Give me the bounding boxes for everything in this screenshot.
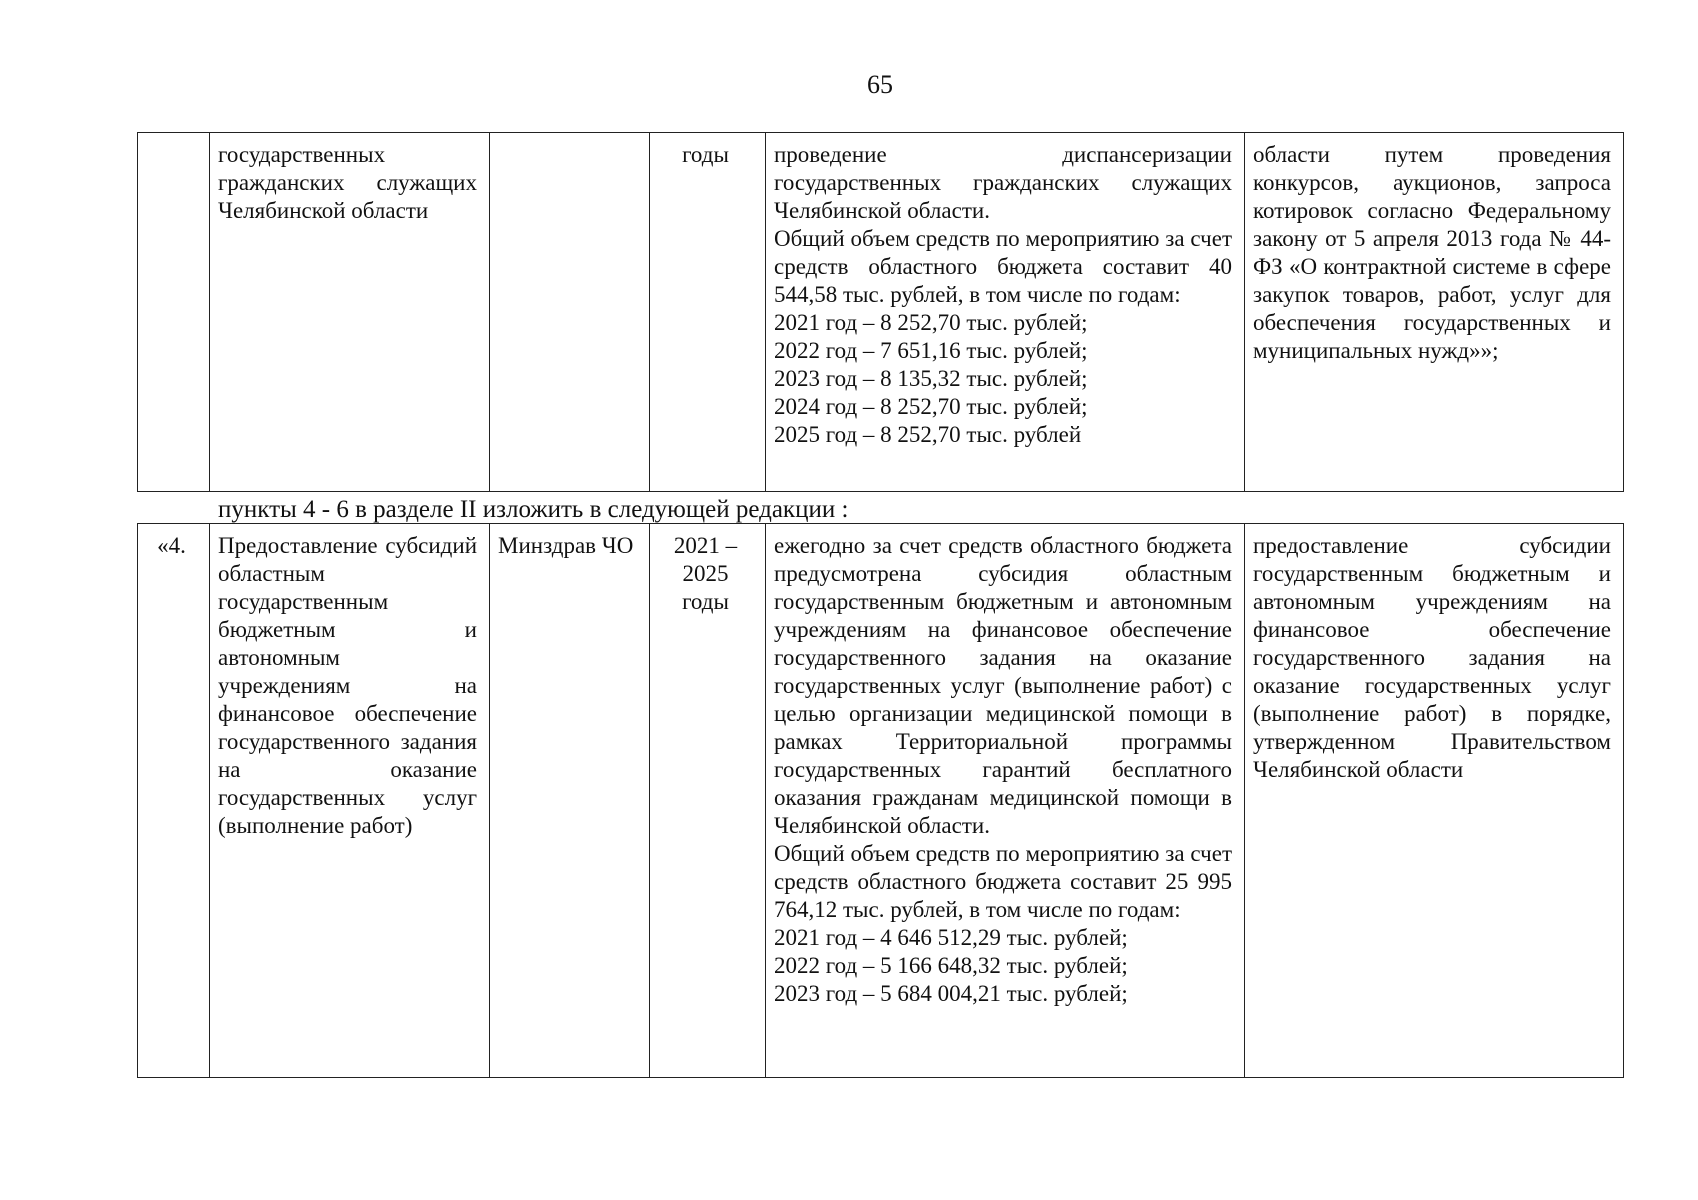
cell-executor: Минздрав ЧО [490,524,650,1078]
cell-number: «4. [138,524,210,1078]
cell-description [766,133,1245,492]
description-total: Общий объем средств по мероприятию за счет средств областного бюджета составит 25 995 764,12 тыс. рублей, в том числе по годам: [774,841,1232,922]
year-amount: 2024 год – 8 252,70 тыс. рублей; [774,394,1088,419]
cell-expected-result: области путем проведения конкурсов, аукционов, запроса котировок согласно Федеральному закону от 5 апреля 2013 года № 44-ФЗ «О контрактной системе в сфере закупок товаров, работ, услуг для обеспечения государственных и муниципальных нужд»»; [1245,133,1624,492]
year-amount: 2021 год – 4 646 512,29 тыс. рублей; [774,925,1128,950]
cell-description [766,524,1245,1078]
year-amount: 2021 год – 8 252,70 тыс. рублей; [774,310,1088,335]
description-intro: проведение диспансеризации государственных гражданских служащих Челябинской области. [774,142,1232,223]
measures-table-continued [137,132,1624,492]
cell-executor [490,133,650,492]
description-total: Общий объем средств по мероприятию за счет средств областного бюджета составит 40 544,58 тыс. рублей, в том числе по годам: [774,226,1232,307]
cell-measure-name: государственных гражданских служащих Челябинской области [210,133,490,492]
year-amount: 2023 год – 8 135,32 тыс. рублей; [774,366,1088,391]
year-amount: 2025 год – 8 252,70 тыс. рублей [774,422,1082,447]
cell-expected-result: предоставление субсидии государственным бюджетным и автономным учреждениям на финансовое обеспечение государственного задания на оказание государственных услуг (выполнение работ) в порядке, утвержденном Правительством Челябинской области [1245,524,1624,1078]
period-start: 2021 – [673,533,738,558]
cell-period: годы [650,133,766,492]
period-end: 2025 [682,561,729,586]
year-amount: 2022 год – 7 651,16 тыс. рублей; [774,338,1088,363]
cell-measure-name: Предоставление субсидий областным государственным бюджетным и автономным учреждениям на финансовое обеспечение государственного задания на оказание государственных услуг (выполнение работ) [210,524,490,1078]
section-instruction: пункты 4 - 6 в разделе II изложить в следующей редакции : [218,496,849,523]
cell-number [138,133,210,492]
description-intro: ежегодно за счет средств областного бюджета предусмотрена субсидия областным государственным бюджетным и автономным учреждениям на финансовое обеспечение государственного задания на оказание государственных услуг (выполнение работ) с целью организации медицинской помощи в рамках Территориальной программы государственных гарантий бесплатного оказания гражданам медицинской помощи в Челябинской области. [774,533,1232,838]
year-amount: 2023 год – 5 684 004,21 тыс. рублей; [774,981,1128,1006]
cell-period [650,524,766,1078]
table-row [138,524,1624,1078]
page-number: 65 [867,70,893,99]
table-row [138,133,1624,492]
measures-table-new [137,523,1624,1078]
period-unit: годы [682,589,729,614]
year-amount: 2022 год – 5 166 648,32 тыс. рублей; [774,953,1128,978]
